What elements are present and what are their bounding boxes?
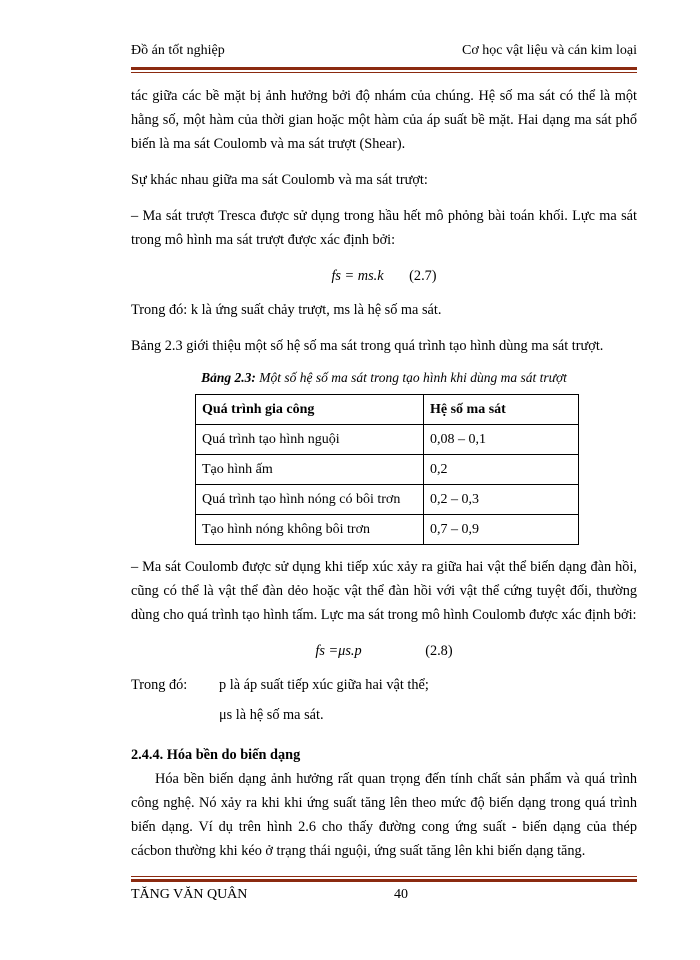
table-header-cell: Hệ số ma sát: [424, 395, 579, 425]
table-cell: 0,2 – 0,3: [424, 485, 579, 515]
table-row: [196, 425, 579, 455]
table-cell: 0,2: [424, 455, 579, 485]
friction-table: [195, 394, 579, 545]
table-cell: Tạo hình ấm: [196, 455, 424, 485]
table-row: [196, 515, 579, 545]
table-cell: Quá trình tạo hình nguội: [196, 425, 424, 455]
equation-2-8-number: (2.8): [425, 643, 453, 659]
equation-2-8: [131, 639, 637, 663]
footer-rule-thick: [131, 879, 637, 882]
paragraph-3: – Ma sát trượt Tresca được sử dụng trong hầu hết mô phỏng bài toán khối. Lực ma sát trong mô hình ma sát trượt được xác định bởi:: [131, 208, 637, 248]
equation-2-7-formula: fs = ms.k: [331, 268, 384, 284]
paragraph-1: tác giữa các bề mặt bị ảnh hưởng bởi độ nhám của chúng. Hệ số ma sát có thể là một hằng số, một hàm của thời gian hoặc một hàm của áp suất bề mặt. Hai dạng ma sát phổ biến là ma sát Coulomb và ma sát trượt (Shear).: [131, 88, 637, 152]
where-clause-2: [131, 673, 637, 697]
header-rule-thick: [131, 67, 637, 70]
section-heading: 2.4.4. Hóa bền do biến dạng: [131, 747, 301, 763]
footer-author: TĂNG VĂN QUÂN: [131, 887, 248, 902]
table-caption-label: Bảng 2.3:: [201, 370, 256, 385]
table-cell: Tạo hình nóng không bôi trơn: [196, 515, 424, 545]
page-number: 40: [394, 887, 408, 902]
header-left: Đồ án tốt nghiệp: [131, 43, 225, 58]
table-cell: Quá trình tạo hình nóng có bôi trơn: [196, 485, 424, 515]
paragraph-2: Sự khác nhau giữa ma sát Coulomb và ma sát trượt:: [131, 172, 428, 188]
paragraph-4: Bảng 2.3 giới thiệu một số hệ số ma sát trong quá trình tạo hình dùng ma sát trượt.: [131, 338, 604, 354]
where-label: Trong đó:: [131, 677, 188, 693]
footer-rule-thin: [131, 876, 637, 877]
table-header-row: [196, 395, 579, 425]
document-body: [131, 84, 637, 863]
table-row: [196, 485, 579, 515]
paragraph-6: Hóa bền biến dạng ảnh hưởng rất quan trọng đến tính chất sản phẩm và quá trình công nghệ. Nó xảy ra khi khi ứng suất tăng lên theo mức độ biến dạng trong quá trình biến dạng. Ví dụ trên hình 2.6 cho thấy đường cong ứng suất - biến dạng của thép cácbon thường khi kéo ở trạng thái nguội, ứng suất tăng lên khi biến dạng tăng.: [131, 771, 637, 859]
header-rule-thin: [131, 72, 637, 73]
where-clause-2b: μs là hệ số ma sát.: [219, 707, 324, 723]
equation-2-7-number: (2.7): [409, 268, 437, 284]
header-right: Cơ học vật liệu và cán kim loại: [462, 43, 637, 58]
table-caption-text: Một số hệ số ma sát trong tạo hình khi dùng ma sát trượt: [255, 370, 567, 385]
where-clause-2a: p là áp suất tiếp xúc giữa hai vật thể;: [219, 677, 429, 693]
table-caption: [131, 370, 637, 386]
equation-2-7: [131, 264, 637, 288]
table-cell: 0,08 – 0,1: [424, 425, 579, 455]
table-row: [196, 455, 579, 485]
paragraph-5: – Ma sát Coulomb được sử dụng khi tiếp xúc xảy ra giữa hai vật thể biến dạng đàn hồi, cũng có thể là vật thể đàn dẻo hoặc vật thể đàn hồi với vật thể cứng tuyệt đối, thường dùng cho quá trình tạo hình tấm. Lực ma sát trong mô hình Coulomb được xác định bởi:: [131, 559, 637, 623]
table-header-cell: Quá trình gia công: [196, 395, 424, 425]
equation-2-8-formula: fs =μs.p: [315, 643, 362, 659]
page-header: [131, 43, 637, 67]
table-cell: 0,7 – 0,9: [424, 515, 579, 545]
where-clause-1: Trong đó: k là ứng suất chảy trượt, ms là hệ số ma sát.: [131, 302, 442, 318]
